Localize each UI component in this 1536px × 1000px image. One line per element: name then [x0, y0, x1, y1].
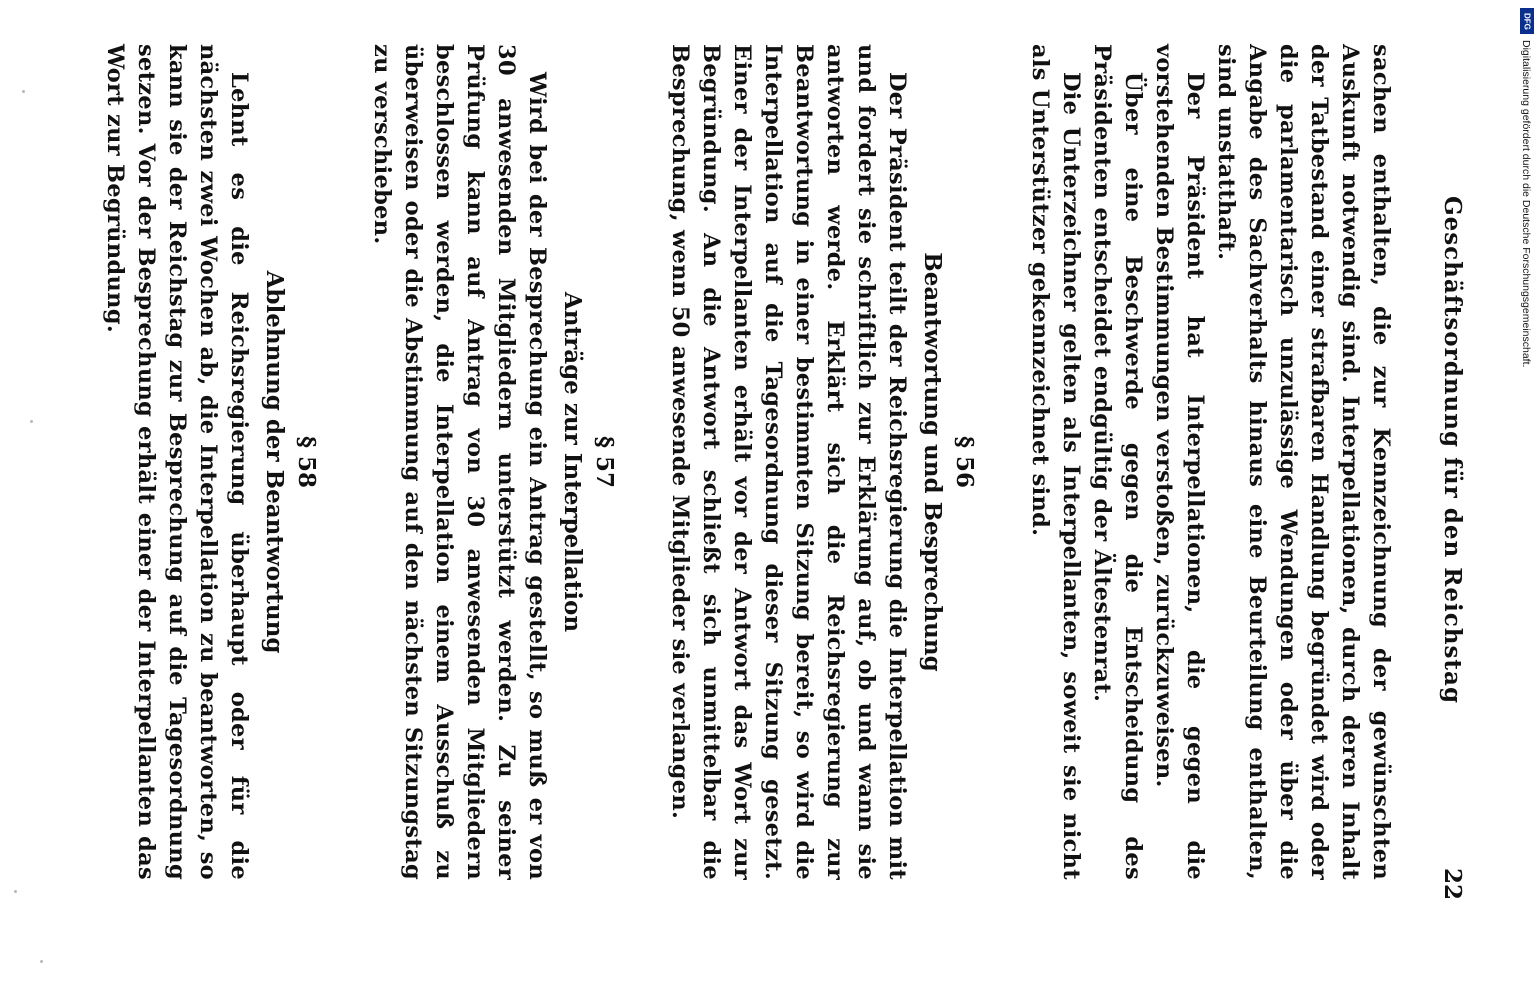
section-number: § 56	[951, 435, 978, 489]
scan-speck	[30, 420, 33, 423]
page-body	[99, 44, 1396, 880]
section-number: § 57	[591, 435, 618, 489]
section-title: Ablehnung der Beantwortung	[261, 270, 288, 654]
paragraph: Über eine Beschwerde gegen die Entscheidung des Präsidenten entscheidet endgültig der Ältestenrat.	[1089, 44, 1146, 880]
paragraph: Die Unterzeichner gelten als Interpellanten, soweit sie nicht als Unterstützer gekennzeichnet sind.	[1027, 44, 1084, 880]
section-text: Wird bei der Besprechung ein Antrag gestellt, so muß er von 30 anwesenden Mitgliedern unterstützt werden. Zu seiner Prüfung kann auf Antrag von 30 anwesenden Mitgliedern beschlossen werden, die Interpellation einem Ausschuß zu überweisen oder die Abstimmung auf den nächsten Sitzungstag zu verschieben.	[369, 44, 550, 880]
digitization-note	[1518, 10, 1534, 740]
running-head: Geschäftsordnung für den Reichstag	[1439, 195, 1466, 705]
section-number: § 58	[293, 435, 320, 489]
page-number: 22	[1439, 867, 1466, 900]
paragraph: sachen enthalten, die zur Kennzeichnung der gewünschten Auskunft notwendig sind. Interpellationen, durch deren Inhalt der Tatbestand einer strafbaren Handlung begründet wird oder die parlamentarisch unzulässige Wendungen oder über die Angabe des Sachverhalts hinaus eine Beurteilung enthalten, sind unstatthaft.	[1213, 44, 1394, 880]
page-header	[1426, 60, 1466, 900]
section-title: Beantwortung und Besprechung	[919, 252, 946, 672]
section-text: Lehnt es die Reichsregierung überhaupt oder für die nächsten zwei Wochen ab, die Interpellation zu beantworten, so kann sie der Reichstag zur Besprechung auf die Tagesordnung setzen. Vor der Besprechung erhält einer der Interpellanten das Wort zur Begründung.	[102, 44, 252, 880]
dfg-logo: DFG	[1520, 8, 1534, 34]
scan-speck	[22, 90, 25, 93]
scan-speck	[14, 890, 17, 893]
scan-speck	[40, 960, 43, 963]
section-title: Anträge zur Interpellation	[559, 291, 586, 633]
digitization-note-text: Digitalisierung gefördert durch die Deutsche Forschungsgemeinschaft.	[1520, 40, 1532, 368]
section-text: Der Präsident teilt der Reichsregierung die Interpellation mit und fordert sie schriftlich zur Erklärung auf, ob und wann sie antworten werde. Erklärt sich die Reichsregierung zur Beantwortung in einer bestimmten Sitzung bereit, so wird die Interpellation auf die Tagesordnung dieser Sitzung gesetzt. Einer der Interpellanten erhält vor der Antwort das Wort zur Begründung. An die Antwort schließt sich unmittelbar die Besprechung, wenn 50 anwesende Mitglieder sie verlangen.	[667, 44, 910, 880]
paragraph: Der Präsident hat Interpellationen, die gegen die vorstehenden Bestimmungen verstoßen, zurückzuweisen.	[1151, 44, 1208, 880]
